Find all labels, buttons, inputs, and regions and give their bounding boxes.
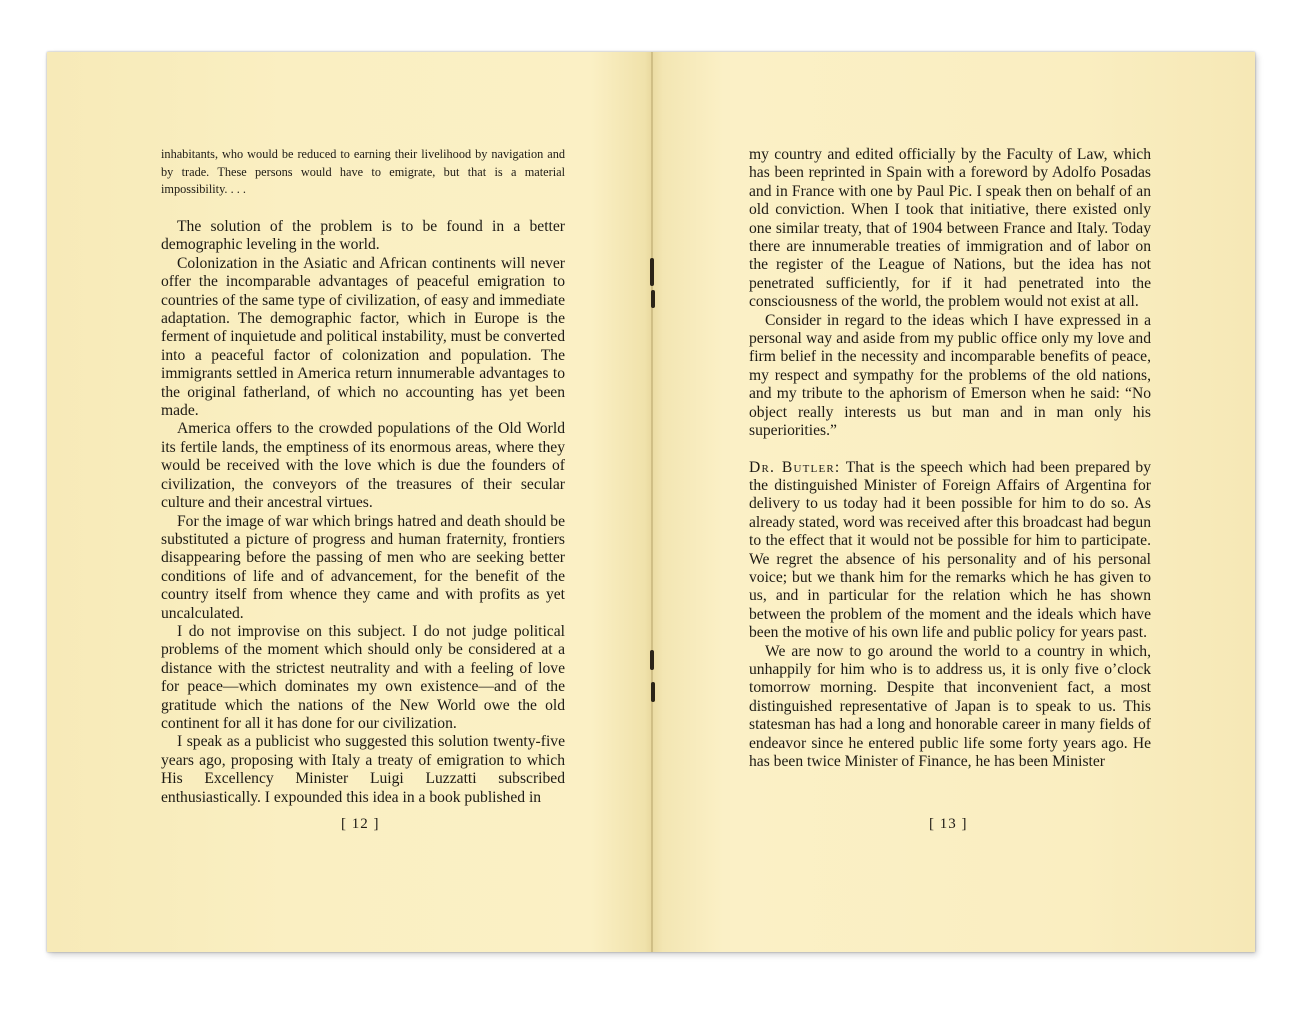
paragraph: We are now to go around the world to a country in which, unhappily for him who is to address us, it is only five o’clock tomorrow morning. Despite that inconvenient fact, a most distinguished representative of Japan is to speak to us. This statesman has had a long and honorable career in many fields of endeavor since he entered public life some forty years ago. He has been twice Minister of Finance, he has been Minister [749, 642, 1151, 770]
paragraph: Consider in regard to the ideas which I have expressed in a personal way and aside from my public office only my love and firm belief in the necessity and incomparable benefits of peace, my respect and sympathy for the problems of the old nations, and my tribute to the aphorism of Emerson when he said: “No object really interests us but man and in man only his superiorities.” [749, 311, 1151, 440]
paragraph: my country and edited officially by the Faculty of Law, which has been reprinted in Spain with a foreword by Adolfo Posadas and in France with one by Paul Pic. I speak then on behalf of an old conviction. When I took that initiative, there existed only one similar treaty, that of 1904 between France and Italy. Today there are innumerable treaties of immigration and of labor on the register of the League of Nations, but the idea has not penetrated sufficiently, for if it had penetrated into the consciousness of the world, the problem would not exist at all. [749, 146, 1151, 311]
right-page [653, 52, 1255, 952]
speaker-label: Dr. Butler: [749, 458, 841, 476]
page-number: [ 12 ] [341, 816, 380, 832]
book-spread [47, 52, 1255, 952]
paragraph: Colonization in the Asiatic and African continents will never offer the incomparable advantages of peaceful emigration to countries of the same type of civilization, of easy and immediate adaptation. The demographic factor, which in Europe is the ferment of inquietude and political instability, must be converted into a peaceful factor of colonization and population. The immigrants settled in America return innumerable advantages to the original fatherland, of which no accounting has yet been made. [161, 254, 565, 420]
paragraph: The solution of the problem is to be found in a better demographic leveling in the world. [161, 218, 565, 254]
paragraph: I speak as a publicist who suggested this solution twenty-five years ago, proposing with Italy a treaty of emigration to which His Excellency Minister Luigi Luzzatti subscribed enthusiastically. I expounded this idea in a book published in [161, 733, 565, 806]
paragraph: America offers to the crowded populations of the Old World its fertile lands, the emptiness of its enormous areas, where they would be received with the love which is due the founders of civilization, the conveyors of the treasures of their secular culture and their ancestral virtues. [161, 420, 565, 512]
speaker-text: That is the speech which had been prepared by the distinguished Minister of Foreign Affairs of Argentina for delivery to us today had it been possible for him to do so. As already stated, word was received after this broadcast had begun to the effect that it would not be possible for him to participate. We regret the absence of his personality and of his personal voice; but we thank him for the remarks which he has given to us, and in particular for the relation which he has shown between the problem of the moment and the ideals which have been the motive of his own life and public policy for years past. [749, 458, 1151, 642]
page-number: [ 13 ] [929, 816, 968, 832]
left-page [47, 52, 651, 952]
left-body-text [161, 218, 565, 807]
section-gap [749, 441, 1151, 459]
paragraph: For the image of war which brings hatred and death should be substituted a picture of progress and human fraternity, frontiers disappearing before the passing of men who are seeking better conditions of life and of advancement, for the benefit of the country itself from whence they came and with profits as yet uncalculated. [161, 512, 565, 622]
speaker-paragraph [749, 459, 1151, 643]
right-body-text [749, 146, 1151, 771]
paragraph: I do not improvise on this subject. I do not judge political problems of the moment which should only be considered at a distance with the strictest neutrality and with a feeling of love for peace—which dominates my own existence—and of the gratitude which the nations of the New World owe the old continent for all it has done for our civilization. [161, 622, 565, 732]
quote-paragraph: inhabitants, who would be reduced to earning their livelihood by navigation and by trade. These persons would have to emigrate, but that is a material impossibility. . . . [161, 147, 565, 196]
block-quote [161, 146, 565, 199]
